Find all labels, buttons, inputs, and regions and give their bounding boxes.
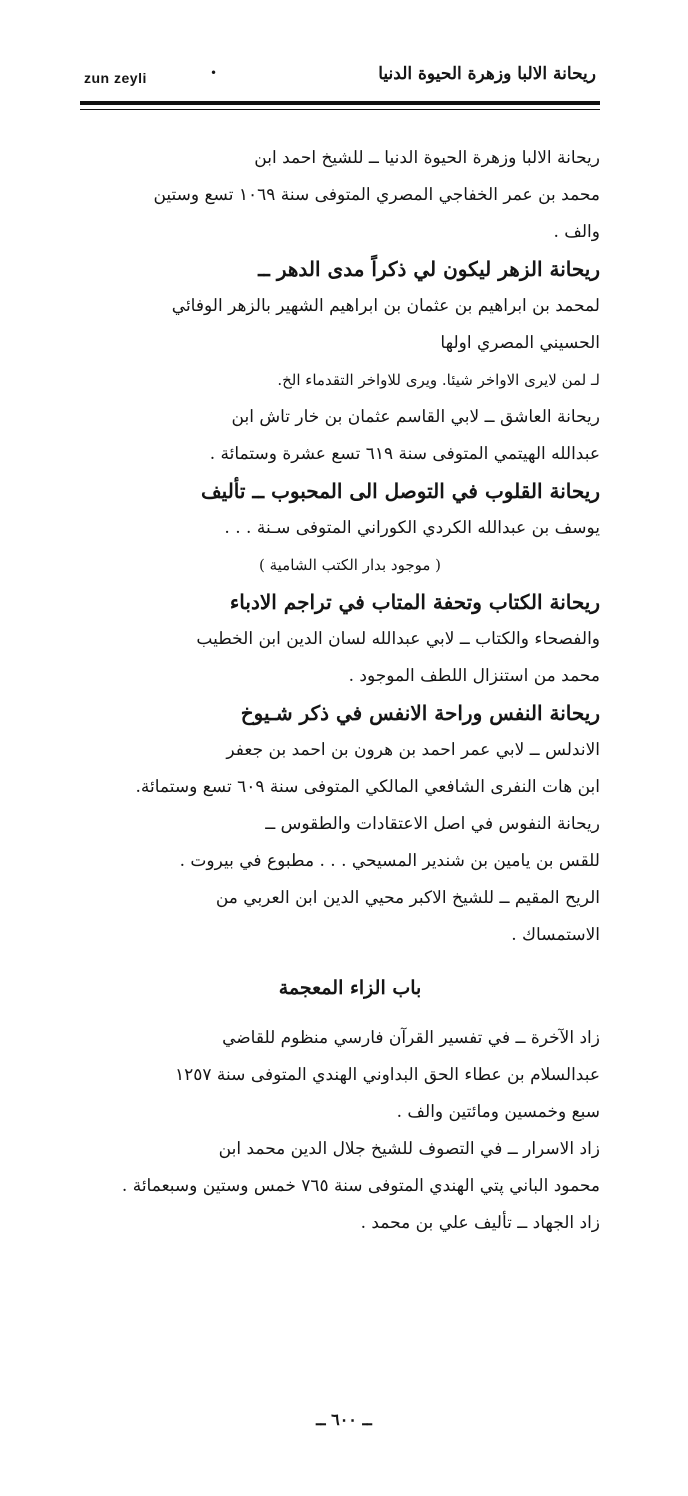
entry-line: الحسيني المصري اولها	[440, 333, 600, 353]
body-text	[100, 140, 600, 1242]
entry-line: والف .	[553, 222, 600, 242]
entry-line: ريحانة الالبا وزهرة الحيوة الدنيا ــ للشيخ احمد ابن	[254, 148, 600, 168]
entry-heading: ريحانة القلوب في التوصل الى المحبوب ــ تأليف	[200, 479, 600, 503]
entry-line: لمحمد بن ابراهيم بن عثمان بن ابراهيم الشهير بالزهر الوفائي	[171, 296, 600, 316]
entry-line: الريح المقيم ــ للشيخ الاكبر محيي الدين ابن العربي من	[215, 888, 600, 908]
entry-line: الاندلس ــ لابي عمر احمد بن هرون بن احمد بن جعفر	[226, 740, 600, 760]
header-rule-thin	[80, 109, 600, 110]
entry-line: عبدالسلام بن عطاء الحق البداوني الهندي المتوفى سنة ١٢٥٧	[175, 1065, 600, 1085]
entry-line: والفصحاء والكتاب ــ لابي عبدالله لسان الدين ابن الخطيب	[196, 629, 600, 649]
entry-line: يوسف بن عبدالله الكردي الكوراني المتوفى سـنة . . .	[224, 518, 600, 538]
entry-line: ابن هات النفرى الشافعي المالكي المتوفى سنة ٦٠٩ تسع وستمائة.	[135, 777, 600, 797]
running-head	[84, 64, 596, 92]
entry-line: سبع وخمسين ومائتين والف .	[396, 1102, 600, 1122]
section-title: باب الزاء المعجمة	[278, 977, 422, 999]
entry-line: للقس بن يامين بن شندير المسيحي . . . مطبوع في بيروت .	[179, 851, 600, 871]
entry-line: زاد الجهاد ــ تأليف علي بن محمد .	[360, 1213, 600, 1233]
entry-line: محمود الباني پتي الهندي المتوفى سنة ٧٦٥ خمس وستين وسبعمائة .	[121, 1176, 600, 1196]
header-rule-thick	[80, 101, 600, 105]
entry-heading: ريحانة الزهر ليكون لي ذكراً مدى الدهر ــ	[258, 257, 600, 281]
entry-heading: ريحانة الكتاب وتحفة المتاب في تراجم الادباء	[229, 590, 600, 614]
entry-heading: ريحانة النفس وراحة الانفس في ذكر شـيوخ	[240, 701, 600, 725]
entry-line: زاد الاسرار ــ في التصوف للشيخ جلال الدين محمد ابن	[218, 1139, 600, 1159]
entry-line: ريحانة العاشق ــ لابي القاسم عثمان بن خار تاش ابن	[231, 407, 600, 427]
entry-line: زاد الآخرة ــ في تفسير القرآن فارسي منظوم للقاضي	[222, 1028, 600, 1048]
entry-line: الاستمساك .	[511, 925, 600, 945]
running-head-latin: zun zeyli	[84, 70, 147, 86]
running-head-title: ريحانة الالبا وزهرة الحيوة الدنيا	[378, 64, 596, 84]
running-head-mark: •	[210, 66, 218, 80]
entry-line: محمد بن عمر الخفاجي المصري المتوفى سنة ١٠٦٩ تسع وستين	[153, 185, 600, 205]
entry-line: لـ لمن لايرى الاواخر شيئا. ويرى للاواخر التقدماء الخ.	[277, 371, 600, 389]
entry-line: عبدالله الهيتمي المتوفى سنة ٦١٩ تسع عشرة وستمائة .	[209, 444, 600, 464]
entry-note: ( موجود بدار الكتب الشامية )	[258, 556, 442, 574]
entry-line: ريحانة النفوس في اصل الاعتقادات والطقوس ــ	[265, 814, 600, 834]
entry-line: محمد من استنزال اللطف الموجود .	[348, 666, 600, 686]
page-number: ــ ٦٠٠ ــ	[316, 1410, 372, 1429]
